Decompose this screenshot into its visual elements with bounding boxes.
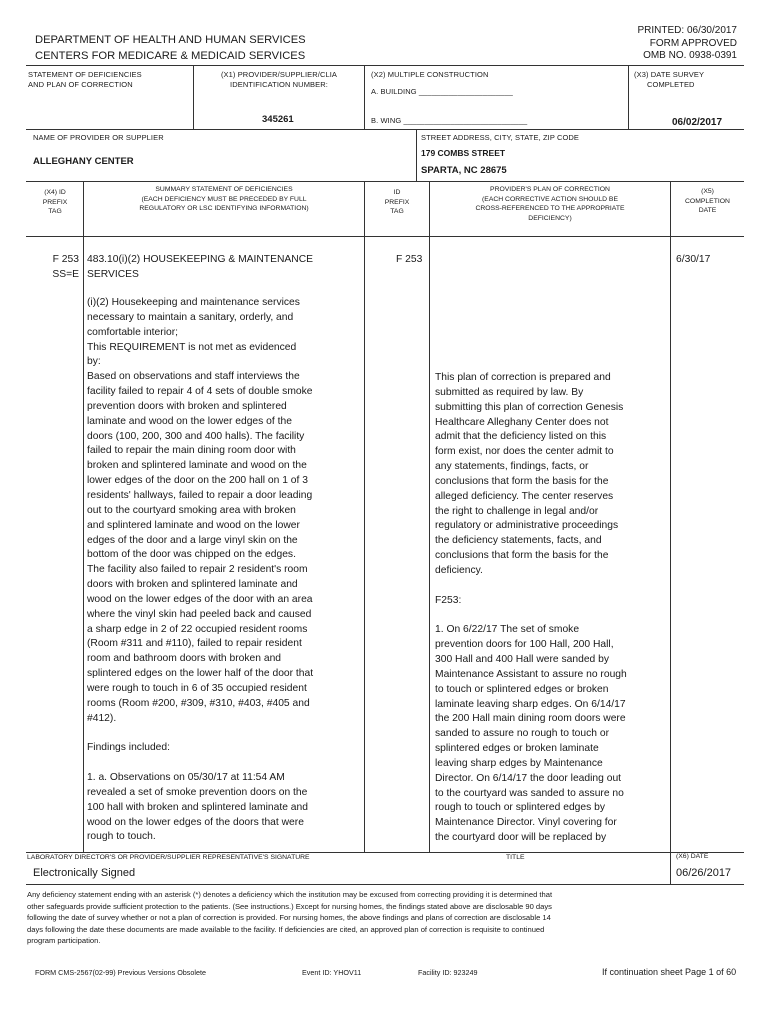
rule — [26, 65, 744, 66]
wing-field: B. WING _____________________________ — [371, 116, 528, 125]
text-line: conclusions that form the basis for the — [435, 475, 609, 487]
deficiency-title — [87, 253, 313, 283]
header-line: (X5) — [701, 188, 714, 195]
text-line: conclusions that form the basis for the — [435, 550, 609, 562]
plan-of-correction-header — [430, 185, 670, 223]
rule — [83, 181, 84, 852]
text-line: Any deficiency statement ending with an asterisk (*) denotes a deficiency which the institution may be excused from correcting providing it is determined that — [27, 890, 553, 899]
text-line: and splintered laminate and wood on the lower — [87, 519, 300, 531]
text-line: other safeguards provide sufficient protection to the patients. (See instructions.) Except for nursing homes, the findings stated above are disclosable 90 days — [27, 901, 552, 911]
text-line: were rough to touch in 6 of 35 occupied resident — [87, 682, 307, 694]
text-line: 300 Hall and 400 Hall were sanded by — [435, 654, 610, 666]
deficiency-summary-text — [87, 296, 362, 845]
rule — [628, 65, 629, 129]
tag-left: F 253 — [52, 254, 79, 265]
city-state-zip: SPARTA, NC 28675 — [421, 165, 507, 176]
text-line: prevention doors for 100 Hall, 200 Hall, — [435, 639, 614, 651]
text-line: bottom of the door was chipped on the edges. — [87, 549, 296, 561]
text-line: regulatory or administrative proceedings — [435, 520, 619, 532]
text-line: (Room #311 and #110), failed to repair resident — [87, 638, 302, 650]
text-line: submitted as required by law. By — [435, 386, 584, 398]
provider-id-label-line: (X1) PROVIDER/SUPPLIER/CLIA — [220, 70, 338, 79]
text-line: facility failed to repair 4 of 4 sets of double smoke — [87, 386, 313, 398]
event-id: Event ID: YHOV11 — [302, 968, 362, 977]
text-line: prevention doors with broken and splintered — [87, 400, 287, 412]
text-line: laminate leaving sharp edges. On 6/14/17 — [435, 698, 626, 710]
deficiency-title-line: 483.10(i)(2) HOUSEKEEPING & MAINTENANCE — [87, 254, 314, 265]
signature-date: 06/26/2017 — [676, 867, 732, 879]
department-name: DEPARTMENT OF HEALTH AND HUMAN SERVICES — [35, 34, 306, 46]
signature-label: LABORATORY DIRECTOR'S OR PROVIDER/SUPPLIER REPRESENTATIVE'S SIGNATURE — [27, 854, 310, 861]
header-line: (X4) ID — [44, 189, 66, 196]
text-line: by: — [87, 356, 101, 368]
rule — [670, 181, 671, 852]
signature-date-label: (X6) DATE — [676, 853, 709, 860]
completion-date: 6/30/17 — [676, 254, 711, 265]
text-line: This plan of correction is prepared and — [435, 372, 611, 383]
survey-date-label — [634, 70, 744, 90]
statement-label-line: AND PLAN OF CORRECTION — [28, 80, 133, 89]
text-line: failed to repair the main dining room door with — [87, 445, 296, 457]
text-line: residents' hallways, failed to repair a door leading — [87, 489, 313, 501]
header-line: PREFIX — [384, 198, 410, 206]
text-line: form exist, nor does the center admit to — [435, 446, 614, 458]
text-line: 100 hall with broken and splintered laminate and — [87, 801, 308, 813]
header-line: SUMMARY STATEMENT OF DEFICIENCIES — [155, 186, 293, 193]
header-line: TAG — [390, 208, 404, 215]
text-line: Maintenance Assistant to assure no rough — [435, 668, 627, 680]
rule — [670, 852, 671, 884]
printed-date: PRINTED: 06/30/2017 — [637, 25, 737, 36]
header-line: DEFICIENCY) — [528, 214, 572, 222]
x4-prefix-header — [27, 188, 83, 217]
text-line: doors with broken and splintered laminate and — [87, 579, 298, 591]
agency-name: CENTERS FOR MEDICARE & MEDICAID SERVICES — [35, 50, 306, 62]
text-line: the 200 Hall main dining room doors were — [435, 713, 626, 725]
statement-label — [28, 70, 142, 90]
text-line: to touch or splintered edges or broken — [435, 683, 609, 695]
text-line: sanded to assure no rough to touch or — [435, 728, 610, 740]
text-line: deficiency. — [435, 564, 483, 576]
text-line: a sharp edge in 2 of 22 occupied resident rooms — [87, 623, 308, 635]
text-line: submitting this plan of correction Genesis — [435, 401, 624, 413]
header-line: DATE — [698, 207, 717, 214]
text-line: the courtyard door will be replaced by — [435, 832, 607, 844]
header-line: ID — [393, 189, 401, 196]
text-line: to the courtyard was sanded to assure no — [435, 787, 624, 799]
text-line: edges of the door and a large vinyl skin on the — [87, 534, 298, 546]
provider-name: ALLEGHANY CENTER — [33, 156, 134, 167]
text-line: comfortable interior; — [87, 326, 178, 338]
page-indicator: If continuation sheet Page 1 of 60 — [602, 967, 737, 977]
text-line: rooms (Room #200, #309, #310, #403, #405 and — [87, 697, 310, 709]
text-line: 1. On 6/22/17 The set of smoke — [435, 624, 580, 636]
text-line: splintered edges on the lower half of the door that — [87, 668, 314, 680]
form-approved-label: FORM APPROVED — [649, 37, 737, 49]
survey-date-label-line: (X3) DATE SURVEY — [634, 70, 705, 79]
street-address: 179 COMBS STREET — [421, 148, 506, 158]
plan-of-correction-text — [435, 371, 668, 846]
text-line — [87, 726, 362, 741]
provider-id-label-line: IDENTIFICATION NUMBER: — [230, 80, 328, 89]
header-line: TAG — [48, 208, 62, 215]
text-line: wood on the lower edges of the doors that were — [87, 816, 304, 828]
text-line: 1. a. Observations on 05/30/17 at 11:54 AM — [87, 772, 285, 783]
text-line: program participation. — [27, 936, 101, 946]
text-line: Maintenance Director. Vinyl covering for — [435, 817, 617, 829]
provider-name-label: NAME OF PROVIDER OR SUPPLIER — [33, 133, 164, 142]
scope-severity: SS=E — [52, 268, 79, 280]
header-line: COMPLETION — [685, 197, 730, 205]
form-number: FORM CMS-2567(02-99) Previous Versions Obsolete — [35, 968, 206, 977]
provider-id-label — [196, 70, 362, 90]
text-line: F253: — [435, 594, 462, 606]
statement-label-line: STATEMENT OF DEFICIENCIES — [28, 70, 142, 79]
omb-number: OMB NO. 0938-0391 — [643, 50, 737, 61]
text-line — [87, 756, 362, 771]
text-line: (i)(2) Housekeeping and maintenance services — [87, 297, 300, 308]
text-line: necessary to maintain a sanitary, orderly, and — [87, 311, 294, 323]
text-line: rough to touch. — [87, 831, 156, 843]
header-line: PREFIX — [42, 198, 68, 206]
signature-value: Electronically Signed — [33, 867, 136, 879]
rule — [364, 65, 365, 129]
text-line: any statements, findings, facts, or — [435, 461, 589, 473]
header-line: REGULATORY OR LSC IDENTIFYING INFORMATION) — [139, 205, 309, 212]
survey-date-label-line: COMPLETED — [647, 80, 695, 89]
text-line: leaving sharp edges by Maintenance — [435, 757, 603, 769]
text-line: rough to touch or splintered edges by — [435, 802, 606, 814]
text-line: out to the courtyard smoking area with broken — [87, 504, 296, 516]
rule — [26, 129, 744, 130]
rule — [429, 181, 430, 852]
text-line: alleged deficiency. The center reserves — [435, 490, 614, 502]
header-line: (EACH CORRECTIVE ACTION SHOULD BE — [482, 195, 618, 203]
header-line: PROVIDER'S PLAN OF CORRECTION — [490, 186, 610, 193]
header-line: (EACH DEFICIENCY MUST BE PRECEDED BY FULL — [141, 195, 307, 203]
facility-id: Facility ID: 923249 — [418, 968, 478, 977]
rule — [26, 236, 744, 237]
summary-header — [84, 185, 364, 214]
text-line: Healthcare Alleghany Center does not — [435, 416, 609, 428]
rule — [364, 181, 365, 852]
text-line: doors (100, 200, 300 and 400 halls). The facility — [87, 430, 305, 442]
text-line: Findings included: — [87, 742, 170, 754]
rule — [26, 884, 744, 885]
disclaimer-text — [27, 889, 747, 947]
survey-date-value: 06/02/2017 — [672, 117, 723, 128]
completion-date-header — [671, 187, 744, 216]
text-line — [435, 609, 668, 624]
text-line: wood on the lower edges of the door with an area — [87, 593, 313, 605]
text-line: #412). — [87, 712, 117, 724]
id-prefix-header — [365, 188, 429, 217]
text-line: laminate and wood on the lower edges of the — [87, 415, 292, 427]
text-line: where the vinyl skin had peeled back and caused — [87, 608, 312, 620]
text-line: splintered edges or broken laminate — [435, 743, 599, 755]
text-line: broken and splintered laminate and wood on the — [87, 460, 307, 472]
address-label: STREET ADDRESS, CITY, STATE, ZIP CODE — [421, 133, 580, 142]
text-line: This REQUIREMENT is not met as evidenced — [87, 341, 297, 353]
rule — [26, 181, 744, 182]
plan-tag: F 253 — [396, 254, 423, 265]
deficiency-tag — [27, 253, 79, 283]
text-line: Based on observations and staff interviews the — [87, 371, 300, 383]
multiple-construction-label: (X2) MULTIPLE CONSTRUCTION — [371, 70, 489, 79]
text-line: following the date of survey whether or not a plan of correction is provided. For nursing homes, the above findings and plans of correction are disclosable 14 — [27, 913, 551, 923]
text-line: the deficiency statements, facts, and — [435, 535, 602, 547]
building-field: A. BUILDING ______________________ — [371, 87, 513, 96]
text-line: Director. On 6/14/17 the door leading out — [435, 772, 622, 784]
text-line: admit that the deficiency listed on this — [435, 431, 607, 443]
text-line: The facility also failed to repair 2 resident's room — [87, 564, 308, 576]
text-line: days following the date these documents are made available to the facility. If deficiencies are cited, an approved plan of correction is requisite to continued — [27, 924, 545, 934]
agency-heading — [35, 32, 306, 64]
text-line: the right to challenge in legal and/or — [435, 505, 599, 517]
rule — [416, 129, 417, 181]
rule — [193, 65, 194, 129]
text-line: revealed a set of smoke prevention doors on the — [87, 786, 308, 798]
text-line: room and bathroom doors with broken and — [87, 653, 282, 665]
deficiency-title-line: SERVICES — [87, 268, 139, 280]
form-info — [638, 25, 738, 63]
text-line — [435, 579, 668, 594]
header-line: CROSS-REFERENCED TO THE APPROPRIATE — [475, 205, 625, 212]
text-line: lower edges of the door on the 200 hall on 1 of 3 — [87, 475, 308, 487]
title-label: TITLE — [506, 854, 525, 861]
provider-id-number: 345261 — [262, 114, 294, 125]
